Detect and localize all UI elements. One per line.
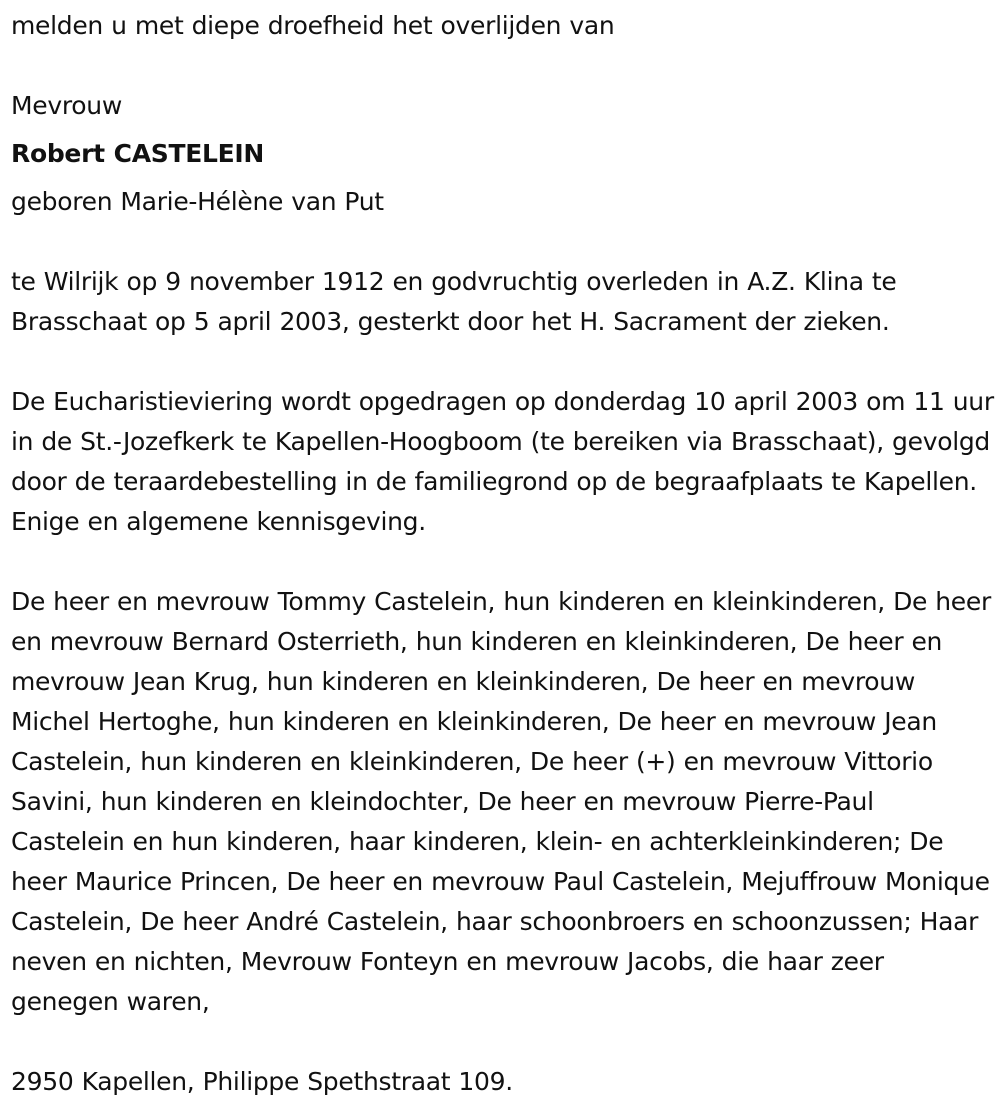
- deceased-name: Robert CASTELEIN: [11, 139, 265, 168]
- salutation: Mevrouw: [11, 91, 122, 120]
- address-line: 2950 Kapellen, Philippe Spethstraat 109.: [11, 1067, 513, 1096]
- family-paragraph: De heer en mevrouw Tommy Castelein, hun kinderen en kleinkinderen, De heer en mevrouw Bernard Osterrieth, hun kinderen en kleinkinderen, De heer en mevrouw Jean Krug, hun kinderen en kleinkinderen, De heer en mevrouw Michel Hertoghe, hun kinderen en kleinkinderen, De heer en mevrouw Jean Castelein, hun kinderen en kleinkinderen, De heer (+) en mevrouw Vittorio Savini, hun kinderen en kleindochter, De heer en mevrouw Pierre-Paul Castelein en hun kinderen, haar kinderen, klein- en achterkleinkinderen; De heer Maurice Princen, De heer en mevrouw Paul Castelein, Mejuffrouw Monique Castelein, De heer André Castelein, haar schoonbroers en schoonzussen; Haar neven en nichten, Mevrouw Fonteyn en mevrouw Jacobs, die haar zeer genegen waren,: [11, 587, 991, 1016]
- ceremony-paragraph: De Eucharistieviering wordt opgedragen op donderdag 10 april 2003 om 11 uur in de St.-Jozefkerk te Kapellen-Hoogboom (te bereiken via Brasschaat), gevolgd door de teraardebestelling in de familiegrond op de begraafplaats te Kapellen. Enige en algemene kennisgeving.: [11, 387, 994, 536]
- birth-death-paragraph: te Wilrijk op 9 november 1912 en godvruchtig overleden in A.Z. Klina te Brasschaat op 5 april 2003, gesterkt door het H. Sacrament der zieken.: [11, 267, 897, 336]
- death-notice: [11, 6, 995, 1102]
- maiden-name: geboren Marie-Hélène van Put: [11, 187, 384, 216]
- intro-text: melden u met diepe droefheid het overlijden van: [11, 11, 615, 40]
